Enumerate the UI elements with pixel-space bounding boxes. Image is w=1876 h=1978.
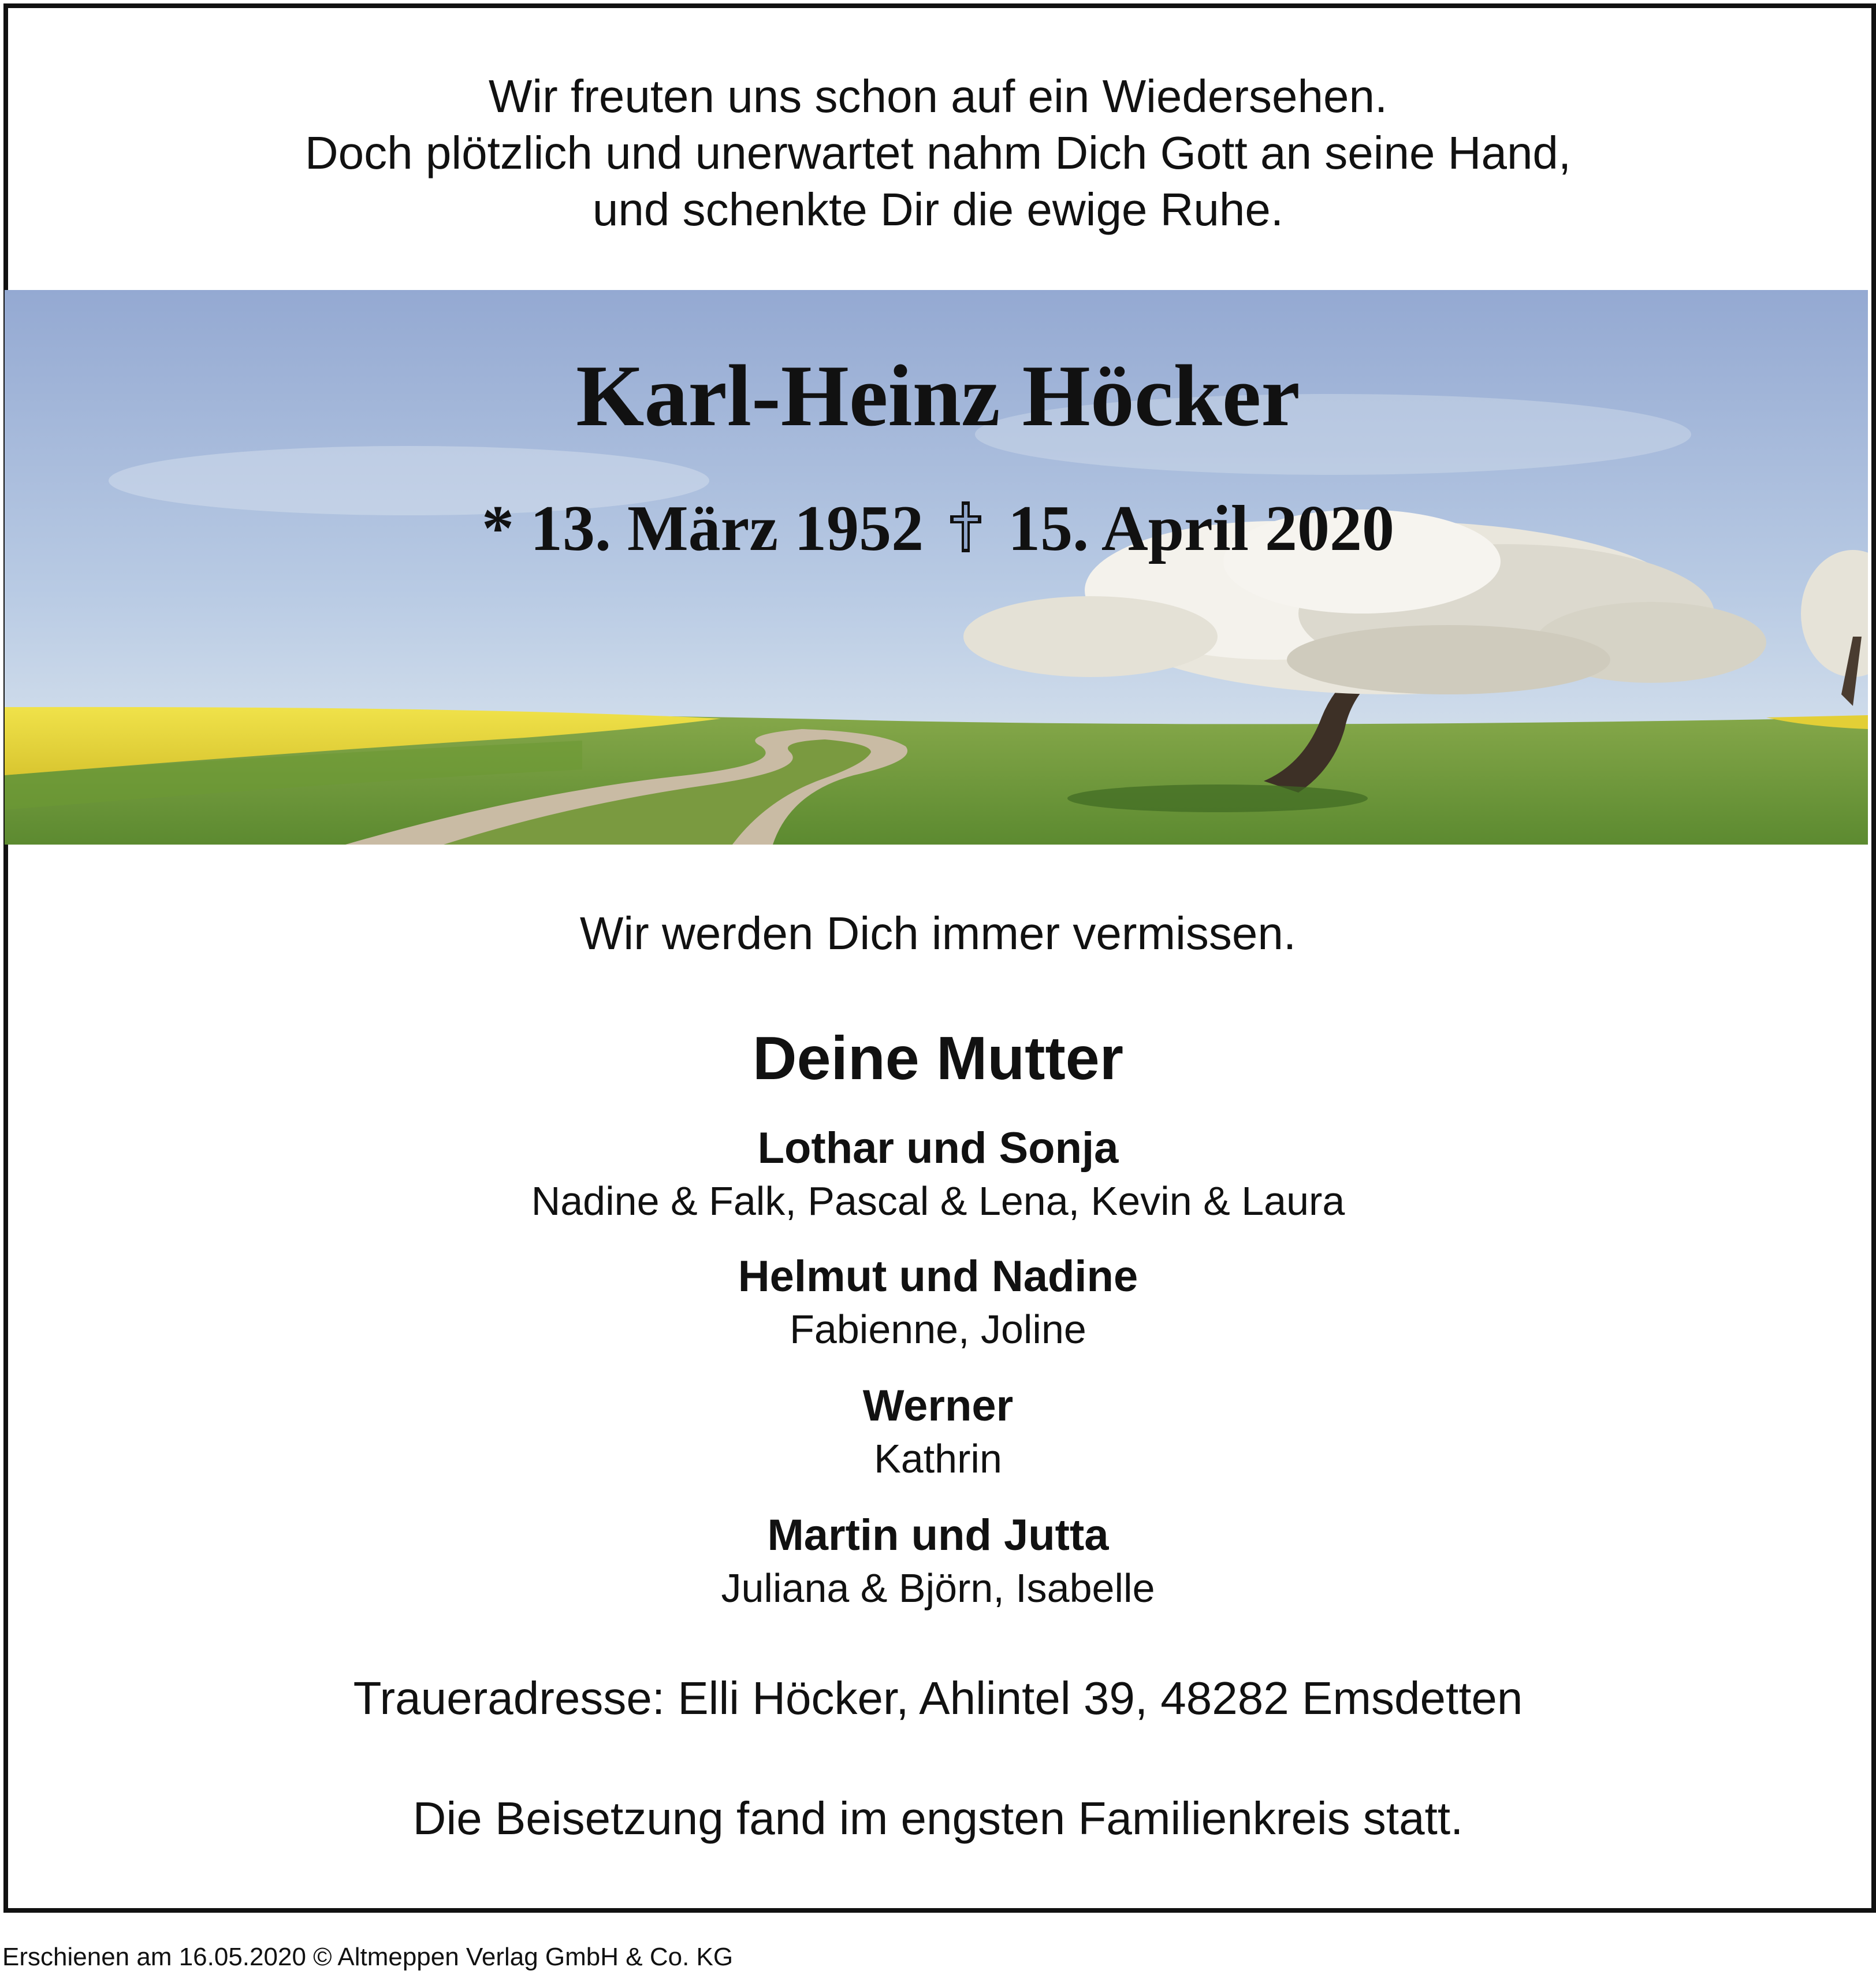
intro-verse xyxy=(0,68,1876,238)
life-dates xyxy=(0,491,1876,566)
deceased-name: Karl-Heinz Höcker xyxy=(576,347,1300,444)
publication-footer: Erschienen am 16.05.2020 © Altmeppen Verlag GmbH & Co. KG xyxy=(2,1943,734,1971)
mourning-address: Traueradresse: Elli Höcker, Ahlintel 39, 48282 Emsdetten xyxy=(353,1672,1523,1724)
family-members: Kathrin xyxy=(874,1436,1002,1481)
family-name: Werner xyxy=(862,1381,1014,1430)
family-members: Juliana & Björn, Isabelle xyxy=(721,1566,1155,1611)
family-name: Lothar und Sonja xyxy=(757,1124,1119,1173)
mother-signature: Deine Mutter xyxy=(753,1024,1123,1092)
intro-line-3: und schenkte Dir die ewige Ruhe. xyxy=(592,184,1284,235)
family-members: Nadine & Falk, Pascal & Lena, Kevin & Laura xyxy=(531,1178,1345,1224)
intro-line-2: Doch plötzlich und unerwartet nahm Dich Gott an seine Hand, xyxy=(304,127,1572,179)
intro-line-1: Wir freuten uns schon auf ein Wiedersehen. xyxy=(488,70,1388,122)
farewell-message: Wir werden Dich immer vermissen. xyxy=(579,908,1297,959)
death-date: 15. April 2020 xyxy=(1008,493,1395,564)
burial-note: Die Beisetzung fand im engsten Familienkreis statt. xyxy=(412,1793,1464,1844)
cross-icon xyxy=(949,500,982,553)
family-members: Fabienne, Joline xyxy=(790,1307,1086,1352)
birth-date: * 13. März 1952 xyxy=(481,493,924,564)
family-name: Helmut und Nadine xyxy=(738,1252,1138,1301)
family-name: Martin und Jutta xyxy=(767,1511,1109,1560)
